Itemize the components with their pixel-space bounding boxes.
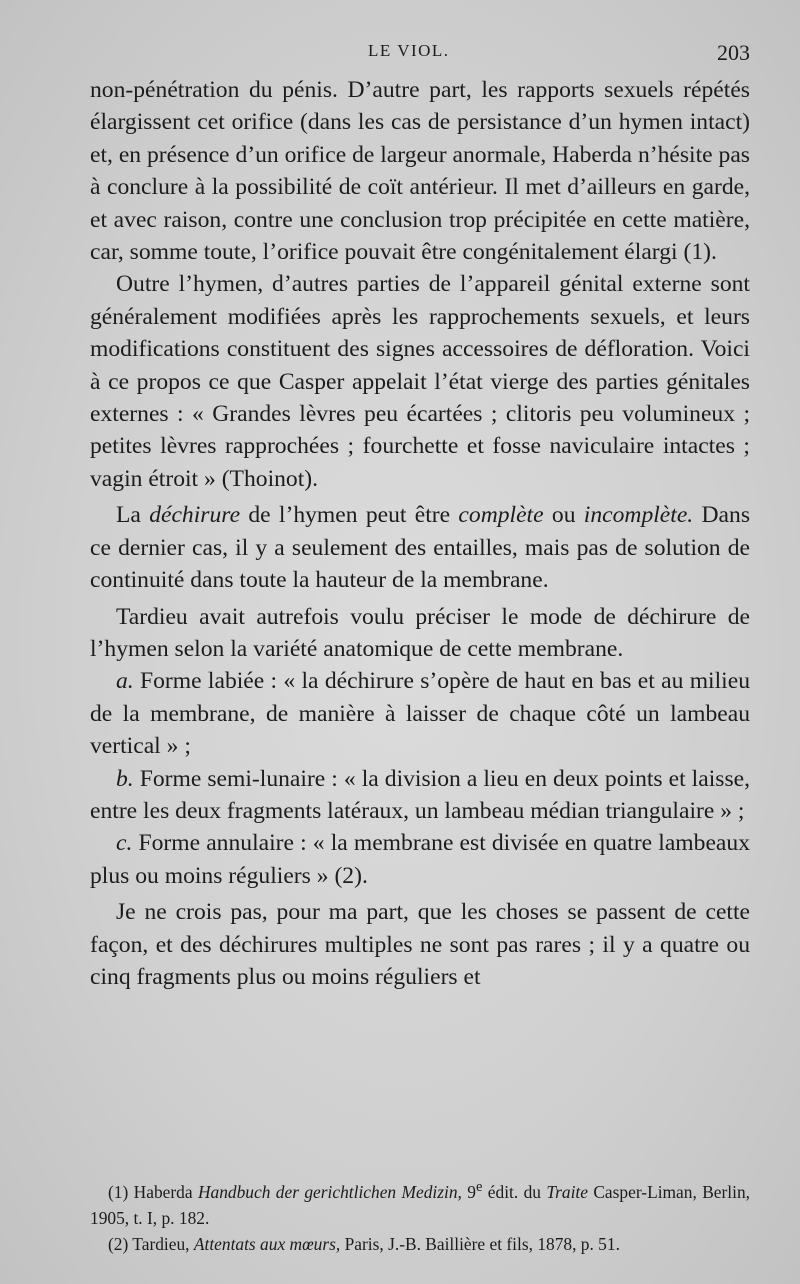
- footnote-1-title: Handbuch der gerichtlichen Medizin,: [197, 1181, 462, 1202]
- paragraph-1: non-pénétration du pénis. D’autre part, les rapports sexuels répétés élargissent cet orifice (dans les cas de persistance d’un hymen intact) et, en présence d’un orifice de largeur anormale, Haberda n’hésite pas à conclure à la possibilité de coït antérieur. Il met d’ailleurs en garde, et avec raison, contre une conclusion trop précipitée en cette matière, car, somme toute, l’orifice pouvait être congénitalement élargi (1).: [90, 77, 750, 266]
- paragraph-3: [90, 499, 750, 596]
- paragraph-3-text-c: de l’hymen peut être: [240, 502, 459, 529]
- paragraph-3-term-incomplete: incomplète.: [583, 502, 694, 529]
- list-text-b: Forme semi-lunaire : « la division a lieu en deux points et laisse, entre les deux fragments latéraux, un lambeau médian triangulaire » ;: [90, 765, 750, 824]
- list-item-c: [90, 827, 750, 892]
- paragraph-4: Tardieu avait autrefois voulu préciser le mode de déchirure de l’hymen selon la variété anatomique de cette membrane.: [90, 603, 750, 662]
- footnote-1-number: (1) Haberda: [108, 1181, 198, 1202]
- paragraph-2: Outre l’hymen, d’autres parties de l’appareil génital externe sont généralement modifiées après les rapprochements sexuels, et leurs modifications constituent des signes accessoires de défloration. Voici à ce propos ce que Casper appelait l’état vierge des parties génitales externes : « Grandes lèvres peu écartées ; clitoris peu volumineux ; petites lèvres rapprochées ; fourchette et fosse naviculaire intactes ; vagin étroit » (Thoinot).: [90, 271, 750, 492]
- footnote-1-text: édit. du: [482, 1181, 547, 1202]
- list-letter-a: a.: [116, 668, 134, 695]
- list-letter-c: c.: [116, 830, 133, 857]
- running-head: LE VIOL.: [368, 41, 450, 60]
- footnote-2: [90, 1231, 750, 1257]
- page-header: [90, 38, 750, 72]
- footnote-1-superscript: e: [475, 1179, 483, 1195]
- paragraph-3-term-dechirure: déchirure: [149, 502, 241, 529]
- paragraph-3-text-e: ou: [543, 502, 584, 529]
- footnote-1-traite: Traite: [546, 1181, 588, 1202]
- main-text: [90, 74, 750, 993]
- footnote-1: [90, 1174, 750, 1231]
- footnote-2-publisher: Paris, J.-B. Baillière et fils, 1878, p. 51.: [340, 1233, 620, 1254]
- list-item-a: [90, 665, 750, 762]
- list-item-b: [90, 763, 750, 828]
- list-text-c: Forme annulaire : « la membrane est divisée en quatre lambeaux plus ou moins réguliers » (2).: [90, 830, 750, 889]
- paragraph-3-term-complete: complète: [458, 502, 544, 529]
- footnote-1-publisher: Casper-Liman, Berlin, 1905, t. I, p. 182.: [90, 1181, 751, 1228]
- footnotes: [90, 1174, 750, 1257]
- paragraph-5: Je ne crois pas, pour ma part, que les choses se passent de cette façon, et des déchirures multiples ne sont pas rares ; il y a quatre ou cinq fragments plus ou moins réguliers et: [90, 899, 750, 990]
- footnote-2-number: (2) Tardieu,: [108, 1233, 194, 1254]
- footnote-2-title: Attentats aux mœurs,: [193, 1233, 341, 1254]
- footnote-1-edition: 9: [461, 1181, 476, 1202]
- paragraph-3-text-g: Dans ce dernier cas, il y a seulement des entailles, mais pas de solution de continuité dans toute la hauteur de la membrane.: [90, 502, 751, 594]
- paragraph-3-text-a: La: [116, 502, 150, 529]
- page-number: 203: [717, 40, 750, 65]
- list-text-a: Forme labiée : « la déchirure s’opère de haut en bas et au milieu de la membrane, de manière à laisser de chaque côté un lambeau vertical » ;: [90, 668, 750, 760]
- list-letter-b: b.: [116, 765, 134, 792]
